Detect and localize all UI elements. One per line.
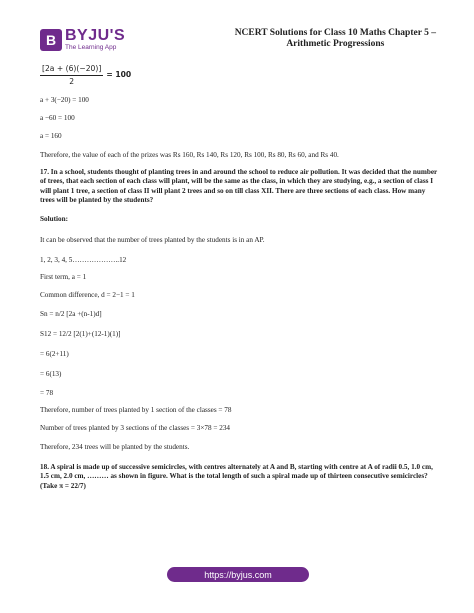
logo-tagline: The Learning App — [65, 44, 117, 51]
equation-line: a + 3(−20) = 100 — [40, 96, 89, 104]
calculation-line: = 78 — [40, 389, 54, 397]
sequence-line: 1, 2, 3, 4, 5………………..12 — [40, 256, 127, 264]
sum-formula-line: Sn = n/2 [2a +(n-1)d] — [40, 310, 102, 318]
common-difference-line: Common difference, d = 2−1 = 1 — [40, 291, 135, 299]
fraction-rhs: = 100 — [106, 70, 132, 80]
question-17: 17. In a school, students thought of planting trees in and around the school to reduce air pollution. It was decided that the number of trees, that each section of each class will plant, will be the same as the class, in which they are studying, e.g., a section of class I will plant 1 tree, a section of class II will plant 2 trees and so on till class XII. There are three sections of each class. How many trees will be planted by the students? — [40, 168, 438, 204]
calculation-line: = 6(13) — [40, 370, 62, 378]
result-line: Number of trees planted by 3 sections of the classes = 3×78 = 234 — [40, 424, 231, 432]
result-line: Therefore, number of trees planted by 1 section of the classes = 78 — [40, 406, 232, 414]
answer-line: Therefore, 234 trees will be planted by the students. — [40, 443, 190, 451]
answer-line: Therefore, the value of each of the prizes was Rs 160, Rs 140, Rs 120, Rs 100, Rs 80, Rs 60, and Rs 40. — [40, 151, 339, 159]
header-title-line-2: Arithmetic Progressions — [286, 39, 385, 49]
logo-mark: B — [40, 29, 62, 51]
fraction-numerator: [2a + (6)(−20)] — [40, 64, 103, 76]
equation-line: a = 160 — [40, 132, 62, 140]
header-title-line-1: NCERT Solutions for Class 10 Maths Chapter 5 – — [234, 28, 436, 38]
question-18: 18. A spiral is made up of successive semicircles, with centres alternately at A and B, starting with centre at A of radii 0.5, 1.0 cm, 1.5 cm, 2.0 cm, ……… as shown in figure. What is the total length of such a spiral made up of thirteen consecutive semicircles? (Take π = 22/7) — [40, 463, 433, 490]
equation-line: a −60 = 100 — [40, 114, 75, 122]
calculation-line: = 6(2+11) — [40, 350, 69, 358]
logo-name: BYJU'S — [65, 27, 126, 44]
sum-substitution-line: S12 = 12/2 [2(1)+(12-1)(1)] — [40, 330, 121, 338]
solution-line: It can be observed that the number of trees planted by the students is in an AP. — [40, 236, 265, 244]
byjus-logo — [40, 28, 125, 52]
page-header-title — [235, 28, 436, 50]
footer-url-link[interactable]: https://byjus.com — [167, 567, 309, 582]
fraction-equation — [40, 64, 438, 86]
first-term-line: First term, a = 1 — [40, 273, 87, 281]
solution-heading: Solution: — [40, 215, 68, 223]
fraction-denominator: 2 — [69, 76, 75, 86]
